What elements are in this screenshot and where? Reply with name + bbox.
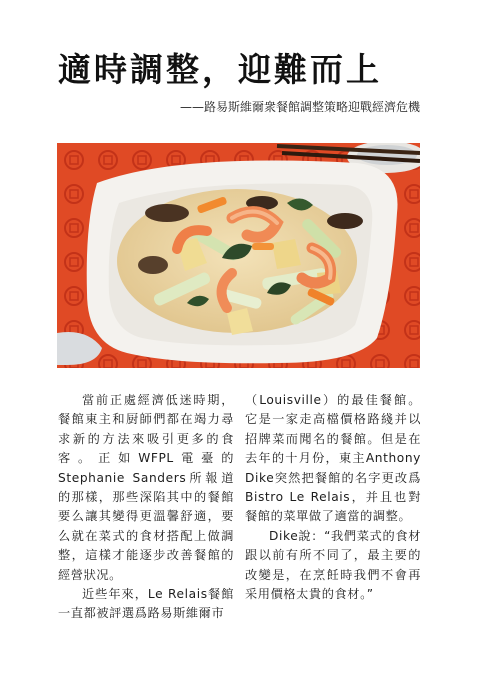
stir-fry-seafood-dish-photo (57, 143, 420, 368)
body-paragraph: 近些年來，Le Relais餐館一直都被評選爲路易斯維爾市 (58, 587, 234, 621)
article-title: 適時調整，迎難而上 (58, 50, 382, 89)
article-subtitle: ——路易斯維爾衆餐館調整策略迎戰經濟危機 (179, 100, 420, 114)
body-paragraph: （Louisville）的最佳餐館。它是一家走高檔價格路綫并以招牌菜而聞名的餐館。但是在去年的十月份，東主Anthony Dike突然把餐館的名字更改爲Bistro Le Relais，并且也對餐館的菜單做了適當的調整。 (245, 393, 421, 524)
body-paragraph: 當前正處經濟低迷時期，餐館東主和厨師們都在竭力尋求新的方法來吸引更多的食客。正如WFPL電臺的Stephanie Sanders所報道的那樣，那些深陷其中的餐館要么讓其變得更溫馨舒適，要么就在菜式的食材搭配上做調整，這樣才能逐步改善餐館的經營狀况。 (58, 393, 234, 582)
body-paragraph: Dike說：“我們菜式的食材跟以前有所不同了，最主要的改變是，在烹飪時我們不會再采用價格太貴的食材。” (245, 528, 421, 602)
article-body-left-column (58, 391, 234, 624)
article-body-right-column (245, 391, 421, 604)
